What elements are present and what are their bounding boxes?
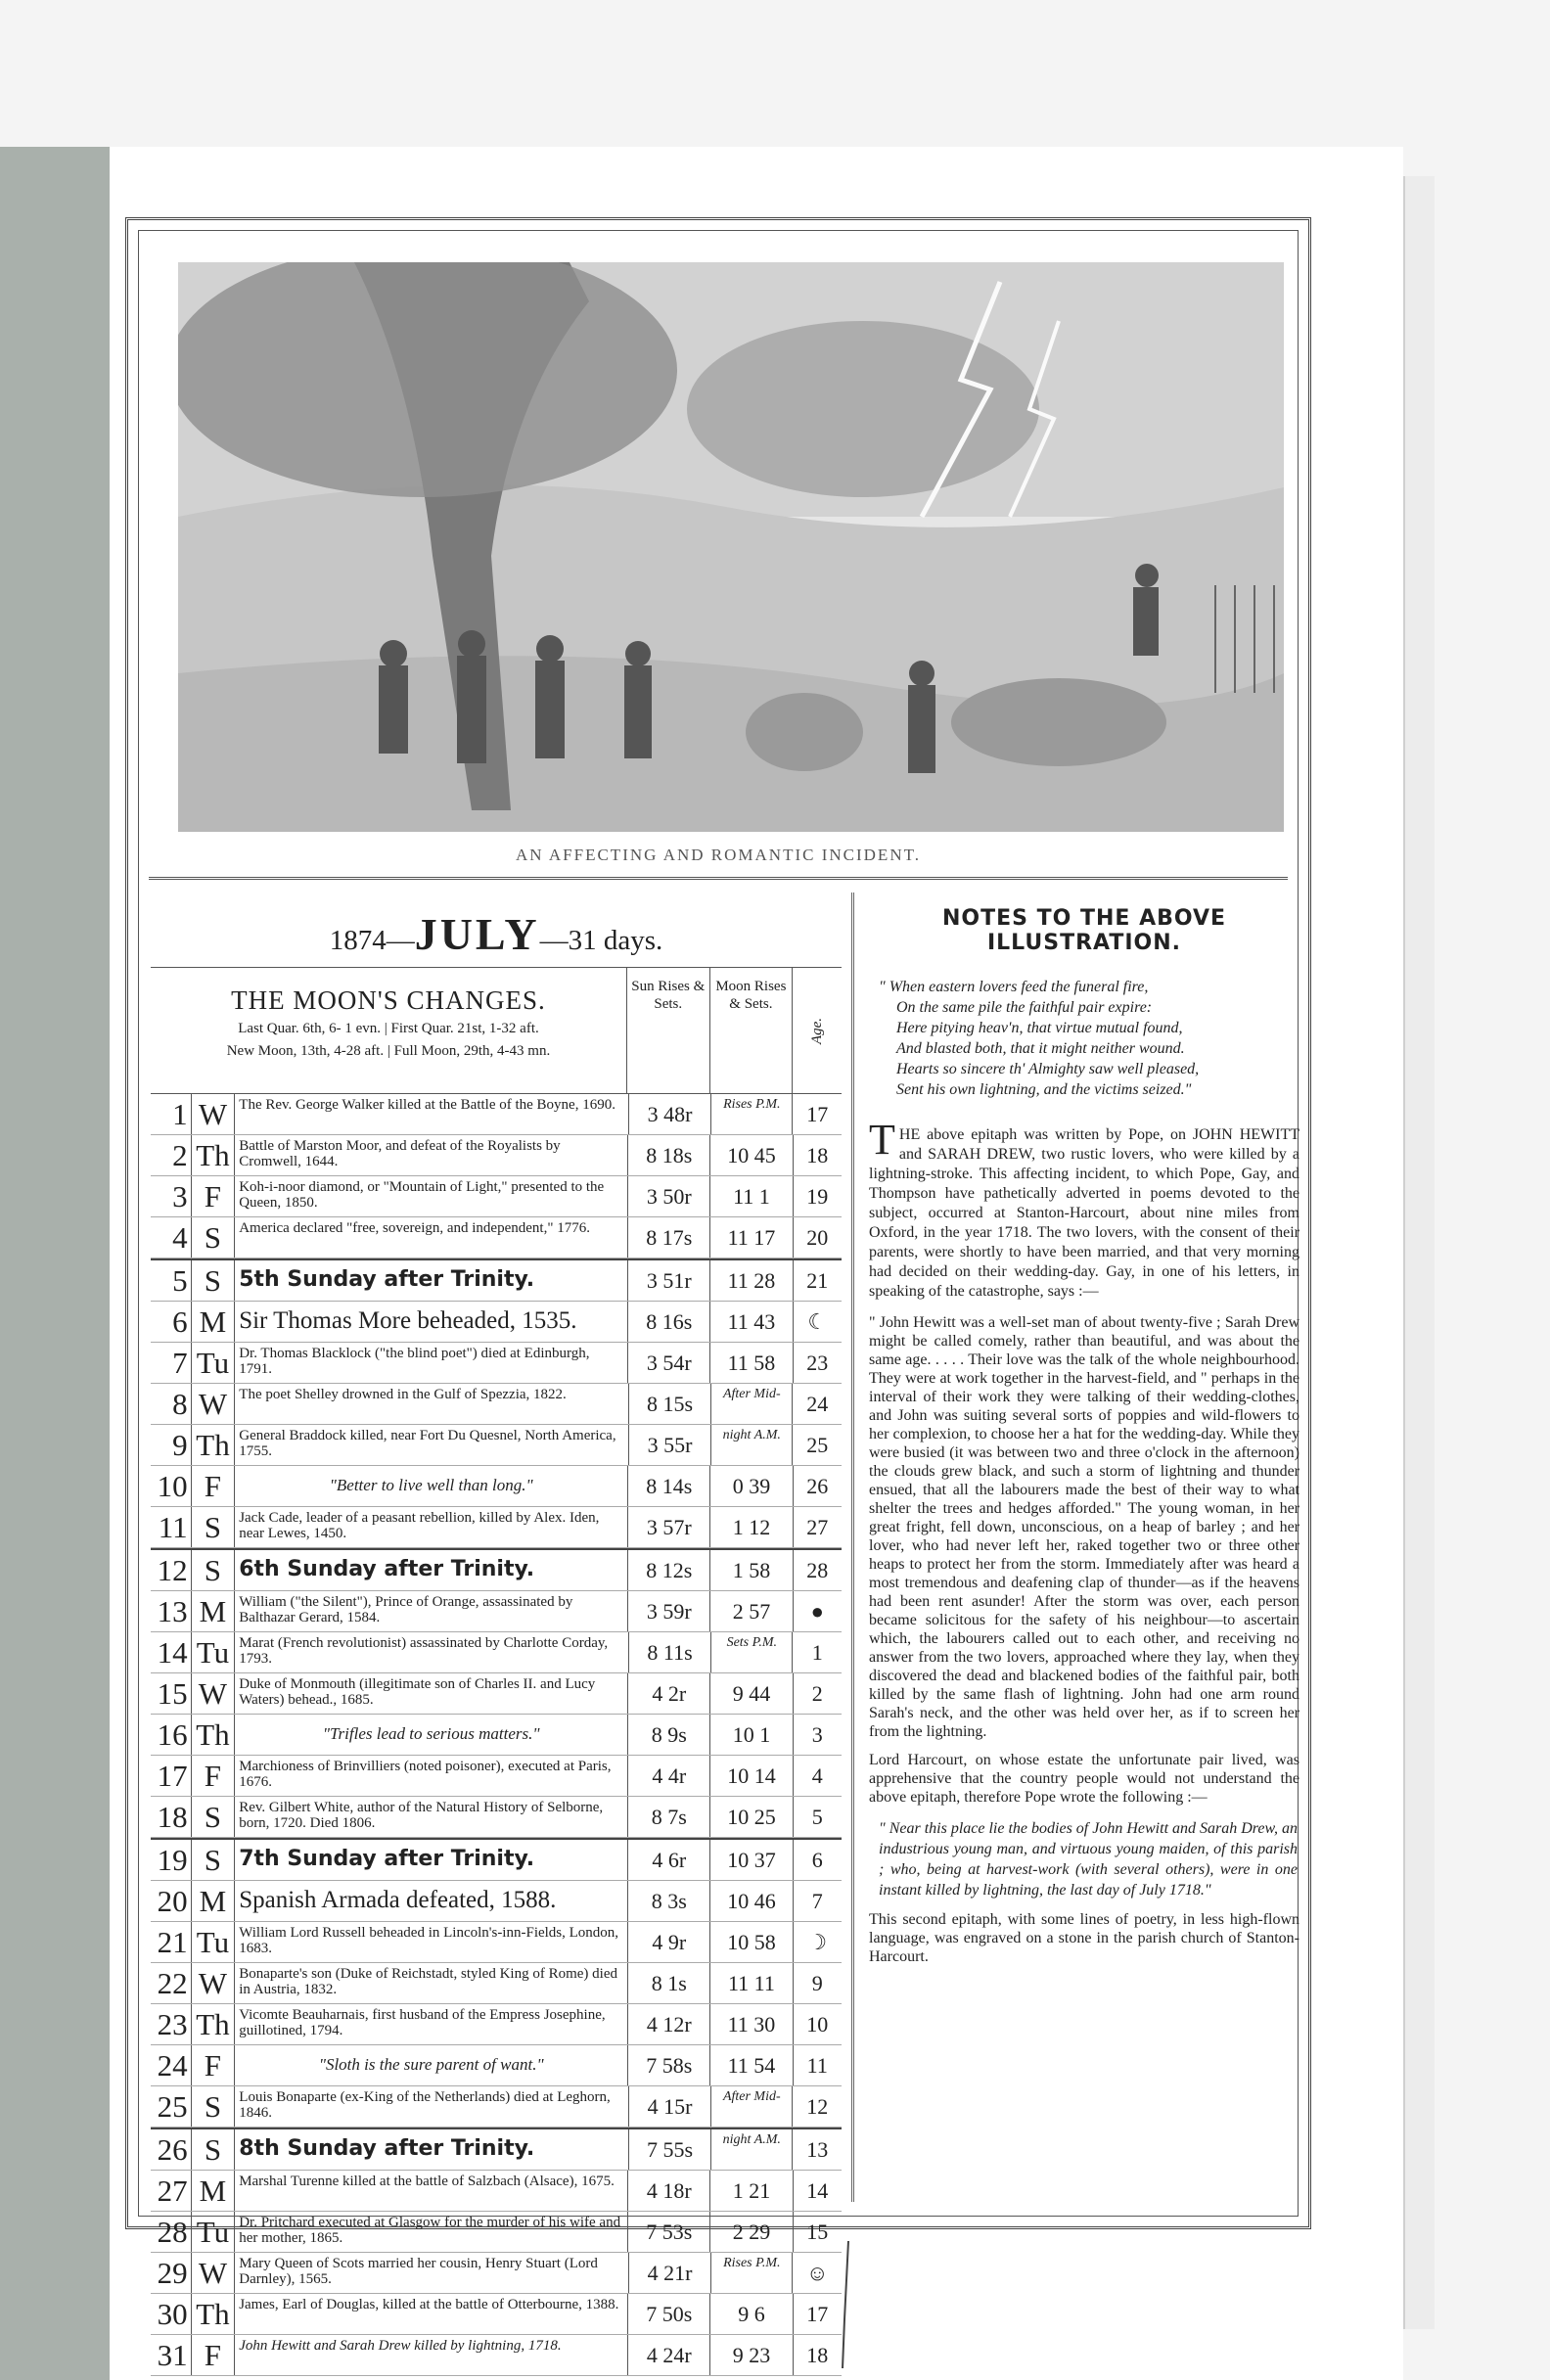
event-text: Mary Queen of Scots married her cousin, Henry Stuart (Lord Darnley), 1565. (235, 2253, 629, 2293)
day-number: 2 (172, 1138, 188, 1172)
sun-time: 4 24r (628, 2335, 710, 2375)
weekday: Tu (191, 1343, 236, 1383)
moon-time: 11 17 (710, 1217, 793, 1258)
moon-time: After Mid- (711, 1384, 793, 1424)
event-text: 5th Sunday after Trinity. (235, 1260, 628, 1301)
calendar-row (151, 1673, 842, 1715)
event-text: James, Earl of Douglas, killed at the battle of Otterbourne, 1388. (235, 2294, 628, 2334)
weekday: W (191, 1673, 236, 1714)
calendar-row (151, 1507, 842, 1548)
notes-paragraph (869, 1116, 1299, 1302)
weekday: S (191, 1797, 236, 1837)
calendar-row (151, 1217, 842, 1259)
event-text: Louis Bonaparte (ex-King of the Netherlands) died at Leghorn, 1846. (235, 2086, 629, 2127)
moon-age: 14 (806, 2178, 829, 2203)
moon-age: 3 (811, 1722, 823, 1747)
moon-age: 2 (811, 1681, 823, 1706)
moon-time: 11 1 (710, 1176, 793, 1216)
day-number: 15 (157, 1676, 188, 1711)
moon-age: 10 (806, 2012, 829, 2037)
moon-time: 10 58 (710, 1922, 793, 1962)
weekday: F (191, 1176, 236, 1216)
moon-time: 10 46 (710, 1881, 793, 1921)
day-number: 24 (157, 2048, 188, 2082)
calendar-row (151, 2335, 842, 2376)
day-number: 30 (157, 2297, 188, 2331)
moon-age: 13 (806, 2137, 829, 2162)
event-text: Sir Thomas More beheaded, 1535. (235, 1302, 628, 1342)
sun-time: 4 4r (628, 1756, 710, 1796)
poem-line: Hearts so sincere th' Almighty saw well pleased, (896, 1061, 1200, 1077)
day-number: 17 (157, 1759, 188, 1793)
moon-time: 11 54 (710, 2045, 793, 2085)
weekday: F (191, 1466, 236, 1506)
event-text: Vicomte Beauharnais, first husband of the Empress Josephine, guillotined, 1794. (235, 2004, 628, 2044)
moon-age: 17 (806, 1102, 829, 1126)
day-number: 22 (157, 1966, 188, 2000)
day-number: 29 (157, 2256, 188, 2290)
event-text: 7th Sunday after Trinity. (235, 1840, 628, 1880)
day-number: 21 (157, 1925, 188, 1959)
moon-time: After Mid- (711, 2086, 793, 2127)
weekday: S (191, 2129, 236, 2170)
moon-age: 17 (806, 2302, 829, 2326)
calendar-row (151, 1466, 842, 1507)
sun-time: 3 51r (628, 1260, 710, 1301)
event-text: America declared "free, sovereign, and independent," 1776. (235, 1217, 628, 1258)
day-number: 31 (157, 2338, 188, 2372)
weekday: F (191, 1756, 236, 1796)
weekday: W (191, 1384, 236, 1424)
calendar-row (151, 1715, 842, 1756)
event-text: "Sloth is the sure parent of want." (235, 2045, 628, 2085)
moon-age: 21 (806, 1268, 829, 1293)
moon-age: ☺ (805, 2261, 829, 2285)
sun-time: 8 17s (628, 1217, 710, 1258)
weekday: W (191, 2253, 236, 2293)
weekday: M (191, 1591, 236, 1631)
calendar-header (151, 967, 842, 1094)
month-name: JULY (414, 909, 540, 959)
event-text: "Trifles lead to serious matters." (235, 1715, 628, 1755)
moon-time: 10 37 (710, 1840, 793, 1880)
page-edge (1403, 176, 1435, 2329)
sun-time: 4 18r (628, 2171, 710, 2211)
sun-time: 4 6r (628, 1840, 710, 1880)
moon-time: 9 6 (710, 2294, 793, 2334)
moon-time: 11 30 (710, 2004, 793, 2044)
calendar-row (151, 1135, 842, 1176)
age-header (793, 968, 842, 1093)
calendar-row (151, 2294, 842, 2335)
calendar-row (151, 2086, 842, 2128)
moon-age: 25 (806, 1433, 829, 1457)
moon-age: 1 (811, 1640, 823, 1665)
divider (149, 877, 1288, 880)
weekday: Th (191, 1425, 236, 1465)
weekday: S (191, 1507, 236, 1547)
moon-age: ● (810, 1599, 824, 1624)
sun-time: 3 59r (628, 1591, 710, 1631)
moon-age: 26 (806, 1474, 829, 1498)
sun-time: 8 15s (629, 1384, 711, 1424)
calendar-row (151, 2004, 842, 2045)
poem-line: And blasted both, that it might neither wound. (896, 1040, 1185, 1057)
moon-time: Rises P.M. (711, 2253, 793, 2293)
poem-line: On the same pile the faithful pair expire: (896, 999, 1153, 1016)
event-text: Jack Cade, leader of a peasant rebellion, killed by Alex. Iden, near Lewes, 1450. (235, 1507, 628, 1547)
calendar-row (151, 1591, 842, 1632)
moon-time: 0 39 (710, 1466, 793, 1506)
day-number: 14 (157, 1635, 188, 1670)
moon-time: 2 29 (710, 2212, 793, 2252)
sun-time: 8 11s (629, 1632, 711, 1672)
month-heading (151, 908, 842, 967)
calendar-row (151, 1797, 842, 1838)
sun-time: 4 15r (629, 2086, 711, 2127)
calendar-row (151, 1176, 842, 1217)
moon-time: night A.M. (711, 1425, 793, 1465)
event-text: William ("the Silent"), Prince of Orange, assassinated by Balthazar Gerard, 1584. (235, 1591, 628, 1631)
calendar-row (151, 1259, 842, 1302)
weekday: W (191, 1963, 236, 2003)
event-text: 8th Sunday after Trinity. (235, 2129, 629, 2170)
calendar-row (151, 1632, 842, 1673)
event-text: Marshal Turenne killed at the battle of Salzbach (Alsace), 1675. (235, 2171, 628, 2211)
second-epitaph: " Near this place lie the bodies of John Hewitt and Sarah Drew, an industrious young man, and virtuous young maiden, of this parish ; who, being at harvest-work (with several others), were in one instant killed by lightning, the last day of July 1718." (879, 1820, 1299, 1899)
sun-time: 8 18s (628, 1135, 710, 1175)
weekday: Th (191, 1715, 236, 1755)
event-text: "Better to live well than long." (235, 1466, 628, 1506)
event-text: Duke of Monmouth (illegitimate son of Charles II. and Lucy Waters) behead., 1685. (235, 1673, 628, 1714)
sun-time: 7 58s (628, 2045, 710, 2085)
weekday: Tu (191, 2212, 236, 2252)
event-text: William Lord Russell beheaded in Lincoln's-inn-Fields, London, 1683. (235, 1922, 628, 1962)
moon-time: 10 25 (710, 1797, 793, 1837)
sun-time: 7 55s (629, 2129, 711, 2170)
event-text: 6th Sunday after Trinity. (235, 1550, 628, 1590)
calendar-rows (151, 1094, 842, 2376)
weekday: Tu (191, 1632, 236, 1672)
weekday: Tu (191, 1922, 236, 1962)
moon-time: 10 1 (710, 1715, 793, 1755)
weekday: M (191, 1302, 236, 1342)
day-number: 20 (157, 1884, 188, 1918)
moon-header: Moon Rises & Sets. (710, 968, 794, 1093)
moon-age: 15 (806, 2220, 829, 2244)
moon-age: 24 (806, 1392, 829, 1416)
calendar-row (151, 1384, 842, 1425)
moon-changes (151, 968, 627, 1093)
day-number: 19 (157, 1843, 188, 1877)
pencil-mark (837, 2241, 856, 2368)
weekday: Th (191, 1135, 236, 1175)
day-number: 26 (157, 2132, 188, 2167)
moon-time: 9 23 (710, 2335, 793, 2375)
calendar-row (151, 1881, 842, 1922)
event-text: General Braddock killed, near Fort Du Quesnel, North America, 1755. (235, 1425, 629, 1465)
sun-time: 3 48r (629, 1094, 711, 1134)
calendar-row (151, 1838, 842, 1881)
moon-age: 18 (806, 1143, 829, 1167)
event-text: Koh-i-noor diamond, or "Mountain of Light," presented to the Queen, 1850. (235, 1176, 628, 1216)
calendar-row (151, 2171, 842, 2212)
moon-time: night A.M. (711, 2129, 793, 2170)
sun-time: 8 9s (628, 1715, 710, 1755)
day-number: 25 (157, 2089, 188, 2124)
book-spine (0, 147, 110, 2380)
poem-line: Sent his own lightning, and the victims seized." (896, 1081, 1192, 1098)
moon-time: Rises P.M. (711, 1094, 793, 1134)
day-number: 27 (157, 2174, 188, 2208)
moon-changes-line: Last Quar. 6th, 6- 1 evn. | First Quar. 21st, 1-32 aft. (238, 1021, 539, 1036)
day-number: 5 (172, 1263, 188, 1298)
moon-time: 11 11 (710, 1963, 793, 2003)
day-number: 9 (172, 1428, 188, 1462)
inner-frame (138, 230, 1299, 2372)
illustration-caption: AN AFFECTING AND ROMANTIC INCIDENT. (516, 846, 921, 864)
weekday: M (191, 2171, 236, 2211)
moon-time: 11 28 (710, 1260, 793, 1301)
calendar-row (151, 1425, 842, 1466)
day-number: 7 (172, 1346, 188, 1380)
gay-quote: " John Hewitt was a well-set man of about twenty-five ; Sarah Drew might be called comely, rather than beautiful, and was about the same age. . . . . Their love was the talk of the whole neighbourhood. They were at work together in the harvest-field, and " perhaps in the interval of their work they were talking of their wedding-clothes, and John was suiting several sorts of poppies and wild-flowers to her complexion, to choose her a hat for the wedding-day. While they were busied (it was between two and three o'clock in the afternoon) the clouds grew black, and such a storm of lightning and thunder ensued, that all the labourers made the best of their way to what shelter the trees and hedges afforded." The young woman, in her great fright, fell down, unconscious, on a heap of barley ; and her lover, who had never left her, raked together two or three other heaps to protect her from the storm. Immediately after was heard a most tremendous and deafening clap of thunder—as if the heavens had been rent asunder! After the storm was over, each person became solicitous for the safety of his neighbour—to ascertain which, the labourers called out to each other, and receiving no answer from the two lovers, approached where they lay, when they discovered the dead and blackened bodies of the faithful pair, both killed by the same flash of lightning. John had one arm round Sarah's neck, and the other was held over her, as if to screen her from the lightning. (869, 1314, 1299, 1740)
column-divider (851, 892, 854, 2202)
event-text: Marchioness of Brinvilliers (noted poisoner), executed at Paris, 1676. (235, 1756, 628, 1796)
calendar-row (151, 1922, 842, 1963)
moon-age: 12 (806, 2094, 829, 2119)
moon-age: 7 (811, 1889, 823, 1913)
event-text: Marat (French revolutionist) assassinated by Charlotte Corday, 1793. (235, 1632, 629, 1672)
notes-paragraph: This second epitaph, with some lines of poetry, in less high-flown language, was engraved on a stone in the parish church of Stanton-Harcourt. (869, 1911, 1299, 1965)
poem-line: Here pitying heav'n, that virtue mutual found, (896, 1020, 1183, 1036)
notes-paragraph: Lord Harcourt, on whose estate the unfortunate pair lived, was apprehensive that the country people would not understand the above epitaph, therefore Pope wrote the following :— (869, 1752, 1299, 1806)
weekday: S (191, 1217, 236, 1258)
day-number: 28 (157, 2215, 188, 2249)
day-number: 8 (172, 1387, 188, 1421)
moon-time: 2 57 (710, 1591, 793, 1631)
sun-time: 3 50r (628, 1176, 710, 1216)
weekday: F (191, 2335, 236, 2375)
day-number: 11 (158, 1510, 188, 1544)
moon-time: 11 58 (710, 1343, 793, 1383)
weekday: Th (191, 2294, 236, 2334)
moon-age: 23 (806, 1350, 829, 1375)
calendar-row (151, 1756, 842, 1797)
day-number: 10 (157, 1469, 188, 1503)
calendar-row (151, 2253, 842, 2294)
moon-age: 9 (811, 1971, 823, 1995)
age-header-label: Age. (808, 1017, 825, 1044)
event-text: Dr. Thomas Blacklock ("the blind poet") died at Edinburgh, 1791. (235, 1343, 628, 1383)
moon-changes-line: New Moon, 13th, 4-28 aft. | Full Moon, 29th, 4-43 mn. (226, 1043, 551, 1059)
calendar-row (151, 2212, 842, 2253)
sun-time: 8 1s (628, 1963, 710, 2003)
sun-time: 7 50s (628, 2294, 710, 2334)
calendar-row (151, 1548, 842, 1591)
calendar-row (151, 2045, 842, 2086)
moon-age: 4 (811, 1763, 823, 1788)
moon-age: 6 (811, 1848, 823, 1872)
moon-age: 19 (806, 1184, 829, 1209)
day-number: 13 (157, 1594, 188, 1628)
calendar-column (151, 892, 842, 2376)
sun-time: 4 12r (628, 2004, 710, 2044)
weekday: W (191, 1094, 236, 1134)
sun-time: 4 2r (628, 1673, 710, 1714)
sun-time: 8 14s (628, 1466, 710, 1506)
event-text: John Hewitt and Sarah Drew killed by lightning, 1718. (235, 2335, 628, 2375)
moon-age: 18 (806, 2343, 829, 2367)
event-text: Dr. Pritchard executed at Glasgow for the murder of his wife and her mother, 1865. (235, 2212, 628, 2252)
day-number: 3 (172, 1179, 188, 1213)
calendar-row (151, 1094, 842, 1135)
moon-time: 1 12 (710, 1507, 793, 1547)
event-text: Battle of Marston Moor, and defeat of the Royalists by Cromwell, 1644. (235, 1135, 628, 1175)
event-text: Spanish Armada defeated, 1588. (235, 1881, 628, 1921)
day-number: 1 (172, 1097, 188, 1131)
notes-column (865, 892, 1303, 1966)
calendar-row (151, 1343, 842, 1384)
moon-time: 10 14 (710, 1756, 793, 1796)
sun-time: 8 12s (628, 1550, 710, 1590)
day-number: 6 (172, 1304, 188, 1339)
day-number: 4 (172, 1220, 188, 1255)
year: 1874— (329, 925, 415, 956)
sun-time: 4 21r (629, 2253, 711, 2293)
weekday: Th (191, 2004, 236, 2044)
moon-age: 20 (806, 1225, 829, 1250)
day-number: 18 (157, 1800, 188, 1834)
moon-time: Sets P.M. (711, 1632, 793, 1672)
sun-time: 8 3s (628, 1881, 710, 1921)
moon-changes-title: THE MOON'S CHANGES. (231, 985, 546, 1015)
calendar-row (151, 1963, 842, 2004)
calendar-row (151, 2128, 842, 2171)
sun-time: 3 54r (628, 1343, 710, 1383)
sun-header: Sun Rises & Sets. (627, 968, 710, 1093)
notes-paragraph-text: HE above epitaph was written by Pope, on JOHN HEWITT and SARAH DREW, two rustic lovers, who were killed by a lightning-stroke. This affecting incident, to which Pope, Gay, and Thompson have pathetically adverted in poems devoted to the subject, occurred at Stanton-Harcourt, about nine miles from Oxford, in the year 1718. The two lovers, with the consent of their parents, were shortly to have been married, and that very morning had decided on their wedding-day. Gay, in one of his letters, in speaking of the catastrophe, says :— (869, 1126, 1299, 1300)
moon-time: 10 45 (710, 1135, 793, 1175)
weekday: S (191, 1550, 236, 1590)
event-text: Rev. Gilbert White, author of the Natural History of Selborne, born, 1720. Died 1806. (235, 1797, 628, 1837)
event-text: The Rev. George Walker killed at the Battle of the Boyne, 1690. (235, 1094, 629, 1134)
day-number: 23 (157, 2007, 188, 2041)
moon-time: 1 58 (710, 1550, 793, 1590)
moon-age: 28 (806, 1558, 829, 1582)
event-text: The poet Shelley drowned in the Gulf of Spezzia, 1822. (235, 1384, 629, 1424)
page-frame (125, 217, 1311, 2372)
weekday: F (191, 2045, 236, 2085)
moon-time: 9 44 (710, 1673, 793, 1714)
sun-time: 7 53s (628, 2212, 710, 2252)
weekday: S (191, 1260, 236, 1301)
weekday: S (191, 1840, 236, 1880)
sun-time: 4 9r (628, 1922, 710, 1962)
sun-time: 3 57r (628, 1507, 710, 1547)
day-number: 12 (157, 1553, 188, 1587)
moon-age: 5 (811, 1805, 823, 1829)
illustration (178, 262, 1284, 832)
moon-age: 27 (806, 1515, 829, 1539)
moon-age: ☽ (807, 1930, 828, 1954)
sun-time: 3 55r (629, 1425, 711, 1465)
moon-time: 11 43 (710, 1302, 793, 1342)
event-text: Bonaparte's son (Duke of Reichstadt, styled King of Rome) died in Austria, 1832. (235, 1963, 628, 2003)
weekday: M (191, 1881, 236, 1921)
sun-time: 8 7s (628, 1797, 710, 1837)
weekday: S (191, 2086, 236, 2127)
poem (879, 977, 1296, 1100)
moon-age: 11 (806, 2053, 828, 2078)
sun-time: 8 16s (628, 1302, 710, 1342)
days-count: —31 days. (539, 925, 663, 956)
moon-age: ☾ (807, 1309, 828, 1334)
calendar-row (151, 1302, 842, 1343)
notes-title: NOTES TO THE ABOVE ILLUSTRATION. (941, 906, 1227, 955)
poem-line: " When eastern lovers feed the funeral fire, (879, 979, 1149, 995)
moon-time: 1 21 (710, 2171, 793, 2211)
day-number: 16 (157, 1717, 188, 1752)
drop-cap: T (869, 1116, 895, 1164)
